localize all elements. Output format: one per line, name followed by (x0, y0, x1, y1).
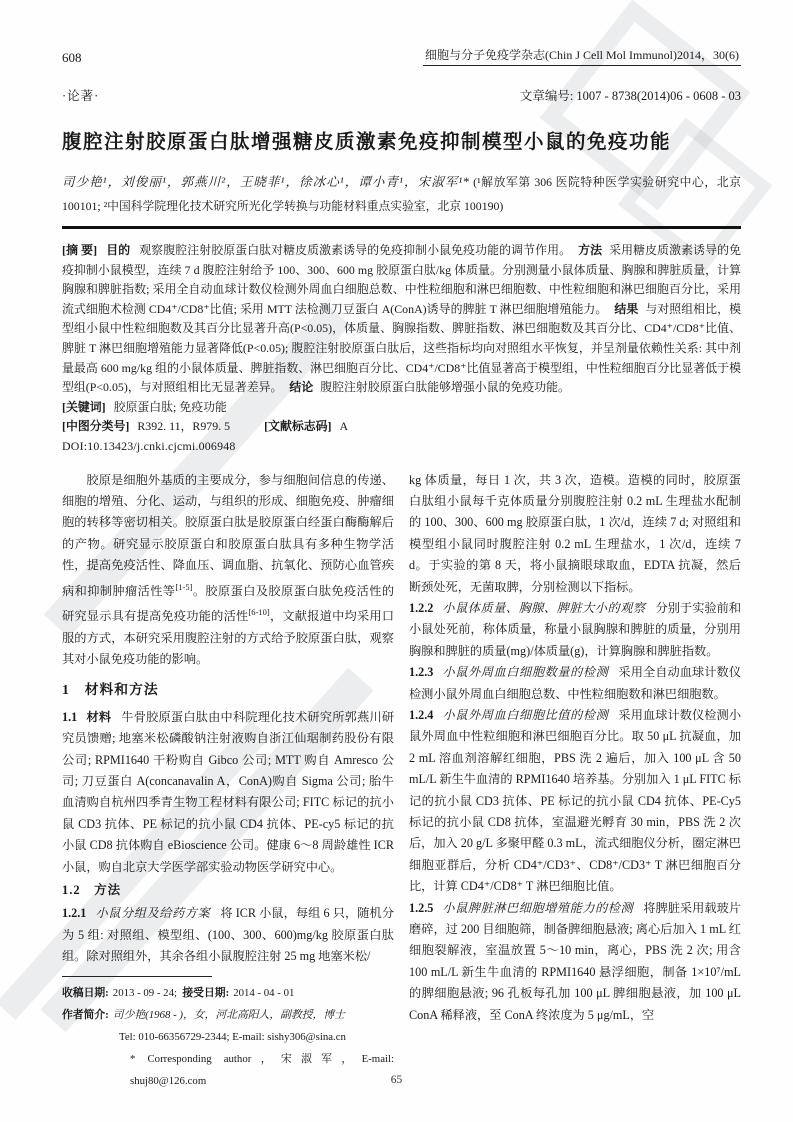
page-number-bottom: 65 (390, 1074, 403, 1086)
accepted-label: 接受日期: (182, 986, 230, 999)
intro-paragraph (62, 470, 394, 671)
subsection-1-2-4-text: 采用血球计数仪检测小鼠外周血中性粒细胞和淋巴细胞百分比。取 50 μL 抗凝血，加 2 mL 溶血剂溶解红细胞，PBS 洗 2 遍后，加入 100 μL 含 50 mL/L 新生牛血清的 RPMI1640 培养基。分别加入 1 μL FITC 标记的抗小鼠 CD3 抗体、PE 标记的抗小鼠 CD4 抗体、PE-Cy5 标记的抗小鼠 CD8 抗体，室温避光孵育 30 min，PBS 洗 2 次后，加入 20 g/L 多聚甲醛 0.3 mL，流式细胞仪分析，圈定淋巴细胞亚群后，分析 CD4⁺/CD3⁺、CD8⁺/CD3⁺ T 淋巴细胞百分比，计算 CD4⁺/CD8⁺ T 淋巴细胞比值。 (409, 708, 742, 894)
subsection-1-2-1-number: 1.2.1 (62, 906, 87, 921)
left-column (62, 470, 394, 1092)
subsection-1-2-3-label: 小鼠外周血白细胞数量的检测 (442, 665, 609, 680)
bio-label: 作者简介: (62, 1008, 109, 1021)
subsection-1-2-4-label: 小鼠外周血白细胞比值的检测 (442, 708, 609, 722)
subsection-1-2-4-number: 1.2.4 (409, 708, 434, 722)
clc-line (62, 417, 741, 437)
author-bio-line (62, 1004, 394, 1026)
abstract (62, 241, 741, 398)
page-header (62, 46, 741, 66)
subsection-1-2-3-number: 1.2.3 (409, 665, 434, 680)
journal-name: 细胞与分子免疫学杂志(Chin J Cell Mol Immunol)2014，30(6) (423, 46, 741, 66)
footnote-rule (62, 976, 212, 977)
keywords-text: 胶原蛋白肽; 免疫功能 (113, 399, 227, 414)
received-label: 收稿日期: (62, 986, 109, 999)
bio-value: 司少艳(1968 - )，女，河北高阳人，副教授，博士 (112, 1008, 345, 1021)
subsection-1-2-5-number: 1.2.5 (409, 900, 434, 915)
doi-line: DOI:10.13423/j.cnki.cjcmi.006948 (62, 438, 236, 453)
keywords-tag: [关键词] (62, 399, 106, 414)
divider-rule (62, 226, 741, 229)
subsection-1-2-1-text: 将 ICR 小鼠，每组 6 只，随机分为 5 组: 对照组、模型组、(100、300、600)mg/kg 胶原蛋白肽组。除对照组外，其余各组小鼠腹腔注射 25 mg 地塞米松/ (62, 906, 395, 964)
subsection-1-2-3 (409, 662, 741, 705)
author-affiliations: (¹解放军第 306 医院特种医学实验研究中心，北京 100101; ²中国科学院理化技术研究所光化学转换与功能材料重点实验室，北京 100190) (62, 175, 742, 213)
abstract-conclusion-text: 腹腔注射胶原蛋白肽能够增强小鼠的免疫功能。 (320, 380, 570, 395)
subsection-1-2-5-label: 小鼠脾脏淋巴细胞增殖能力的检测 (442, 900, 634, 915)
doc-mark-tag: [文献标志码] (264, 419, 332, 434)
keywords-line (62, 398, 741, 418)
subsection-1-2-5 (409, 898, 741, 1026)
clc-tag: [中图分类号] (62, 419, 130, 434)
authors-block (62, 170, 741, 218)
header-row-2 (62, 86, 741, 104)
author-names: 司少艳¹，刘俊丽¹，郭燕川²，王晓菲¹，徐冰心¹，谭小青¹，宋淑军¹* (62, 175, 470, 189)
subsection-1-2-5-text: 将脾脏采用载玻片磨碎，过 200 目细胞筛，制备脾细胞悬液; 离心后加入 1 mL 红细胞裂解液，室温放置 5～10 min，离心，PBS 洗 2 次; 用含 100 mL/L 新生牛血清的 RPMI1640 悬浮细胞，制备 1×10⁷/mL 的脾细胞悬液; 96 孔板每孔加 100 μL 脾细胞悬液，加 100 μL ConA 稀释液，至 ConA 终浓度为 5 μg/mL，空 (409, 900, 742, 1022)
abstract-methods-label: 方法 (578, 243, 603, 257)
section-heading-materials-methods: 1 材料和方法 (62, 682, 159, 698)
abstract-results-label: 结果 (614, 301, 639, 316)
received-value: 2013 - 09 - 24; (112, 986, 177, 999)
subsection-1-1-label: 材料 (86, 709, 112, 724)
accepted-value: 2014 - 04 - 01 (233, 986, 295, 999)
subsection-1-2-2-number: 1.2.2 (409, 600, 434, 615)
article-number: 文章编号: 1007 - 8738(2014)06 - 0608 - 03 (519, 89, 741, 103)
subsection-1-1 (62, 707, 394, 878)
intro-text-3: ，文献报道中均采用口服的方式，本研究采用腹腔注射的方式给予胶原蛋白肽，观察其对小鼠免疫功能的影响。 (62, 609, 395, 666)
abstract-methods-text: 采用糖皮质激素诱导的免疫抑制小鼠模型，连续 7 d 腹腔注射给予 100、300、600 mg 胶原蛋白肽/kg 体质量。分别测量小鼠体质量、胸腺和脾脏质量，计算胸腺和脾脏指数; 采用全自动血球计数仪检测外周血白细胞总数、中性粒细胞和淋巴细胞数、中性粒细胞和淋巴细胞百分比，采用流式细胞术检测 CD4⁺/CD8⁺比值; 采用 MTT 法检测刀豆蛋白 A(ConA)诱导的脾脏 T 淋巴细胞增殖能力。 (62, 243, 741, 316)
subsection-1-2-3-text: 采用全自动血球计数仪检测小鼠外周血白细胞总数、中性粒细胞数和淋巴细胞数。 (409, 665, 742, 701)
subsection-1-1-number: 1.1 (62, 709, 78, 724)
page-number-top: 608 (62, 50, 82, 65)
subsection-1-2-2-text: 分别于实验前和小鼠处死前，称体质量，称量小鼠胸腺和脾脏的质量，分别用胸腺和脾脏的质量(mg)/体质量(g)，计算胸腺和脾脏指数。 (409, 600, 742, 658)
right-column (409, 470, 741, 1092)
subsection-1-2-2-label: 小鼠体质量、胸腺、脾脏大小的观察 (442, 600, 646, 615)
paper-title: 腹腔注射胶原蛋白肽增强糖皮质激素免疫抑制模型小鼠的免疫功能 (62, 132, 672, 153)
corresponding-author-line: * Corresponding author，宋淑军，E-mail: shuj80@126.com (130, 1052, 394, 1087)
citation-2: [6-10] (248, 607, 270, 618)
citation-1: [1-5] (175, 581, 193, 592)
tel-line: Tel: 010-66356729-2344; E-mail: sishy306@sina.cn (119, 1030, 346, 1043)
subsection-1-2-1 (62, 903, 394, 967)
doc-mark-value: A (339, 419, 349, 434)
abstract-objective-label: 目的 (106, 243, 131, 257)
intro-text-2: 。胶原蛋白及胶原蛋白肽免疫活性的研究显示具有提高免疫功能的活性 (62, 583, 395, 624)
dates-line (62, 982, 394, 1004)
clc-text: R392. 11，R979. 5 (137, 419, 231, 434)
subsection-1-2-1-continued: kg 体质量，每日 1 次，共 3 次，造模。造模的同时，胶原蛋白肽组小鼠每千克体质量分别腹腔注射 0.2 mL 生理盐水配制的 100、300、600 mg 胶原蛋白肽，1 次/d，连续 7 d; 对照组和模型组小鼠同时腹腔注射 0.2 mL 生理盐水，1 次/d，连续 7 d。于实验的第 8 天，将小鼠摘眼球取血，EDTA 抗凝，然后断颈处死，无菌取脾，分别检测以下指标。 (409, 472, 741, 594)
abstract-results-text: 与对照组相比，模型组小鼠中性粒细胞数及其百分比显著升高(P<0.05)，体质量、胸腺指数、脾脏指数、淋巴细胞数及其百分比、CD4⁺/CD8⁺比值、脾脏 T 淋巴细胞增殖能力显著降低(P<0.05); 腹腔注射胶原蛋白肽后，这些指标均向对照组水平恢复，并呈剂量依赖性关系: 其中剂量最高 600 mg/kg 组的小鼠体质量、脾脏指数、淋巴细胞百分比、CD4⁺/CD8⁺比值显著高于模型组，中性粒细胞百分比显著低于模型组(P<0.05)，与对照组相比无显著差异。 (62, 301, 741, 395)
abstract-conclusion-label: 结论 (289, 380, 314, 395)
article-type-label: ·论著· (62, 89, 100, 103)
subsection-1-2-heading: 1.2 方法 (62, 882, 122, 897)
subsection-1-2-4 (409, 705, 741, 898)
abstract-objective-text: 观察腹腔注射胶原蛋白肽对糖皮质激素诱导的免疫抑制小鼠免疫功能的调节作用。 (139, 243, 572, 257)
subsection-1-2-2 (409, 598, 741, 662)
two-column-body (62, 470, 741, 1092)
subsection-1-2-1-label: 小鼠分组及给药方案 (95, 906, 211, 921)
abstract-tag: [摘 要] (62, 243, 98, 257)
subsection-1-1-text: 牛骨胶原蛋白肽由中科院理化技术研究所郭燕川研究员馈赠; 地塞米松磷酸钠注射液购自浙江仙琚制药股份有限公司; RPMI1640 干粉购自 Gibco 公司; MTT 购自 Amresco 公司; 刀豆蛋白 A(concanavalin A，ConA)购自 Sigma 公司; 胎牛血清购自杭州四季青生物工程材料有限公司; FITC 标记的抗小鼠 CD3 抗体、PE 标记的抗小鼠 CD4 抗体、PE-cy5 标记的抗小鼠 CD8 抗体购自 eBioscience 公司。健康 6～8 周龄雄性 ICR 小鼠，购自北京大学医学部实验动物医学研究中心。 (62, 709, 395, 874)
intro-text-1: 胶原是细胞外基质的主要成分，参与细胞间信息的传递、细胞的增殖、分化、运动，与组织的形成、细胞免疫、肿瘤细胞的转移等密切相关。胶原蛋白肽是胶原蛋白经蛋白酶酶解后的产物。研究显示胶原蛋白和胶原蛋白肽具有多种生物学活性，提高免疫活性、降血压、调血脂、抗氧化、预防心血管疾病和抑制肿瘤活性等 (62, 472, 394, 598)
